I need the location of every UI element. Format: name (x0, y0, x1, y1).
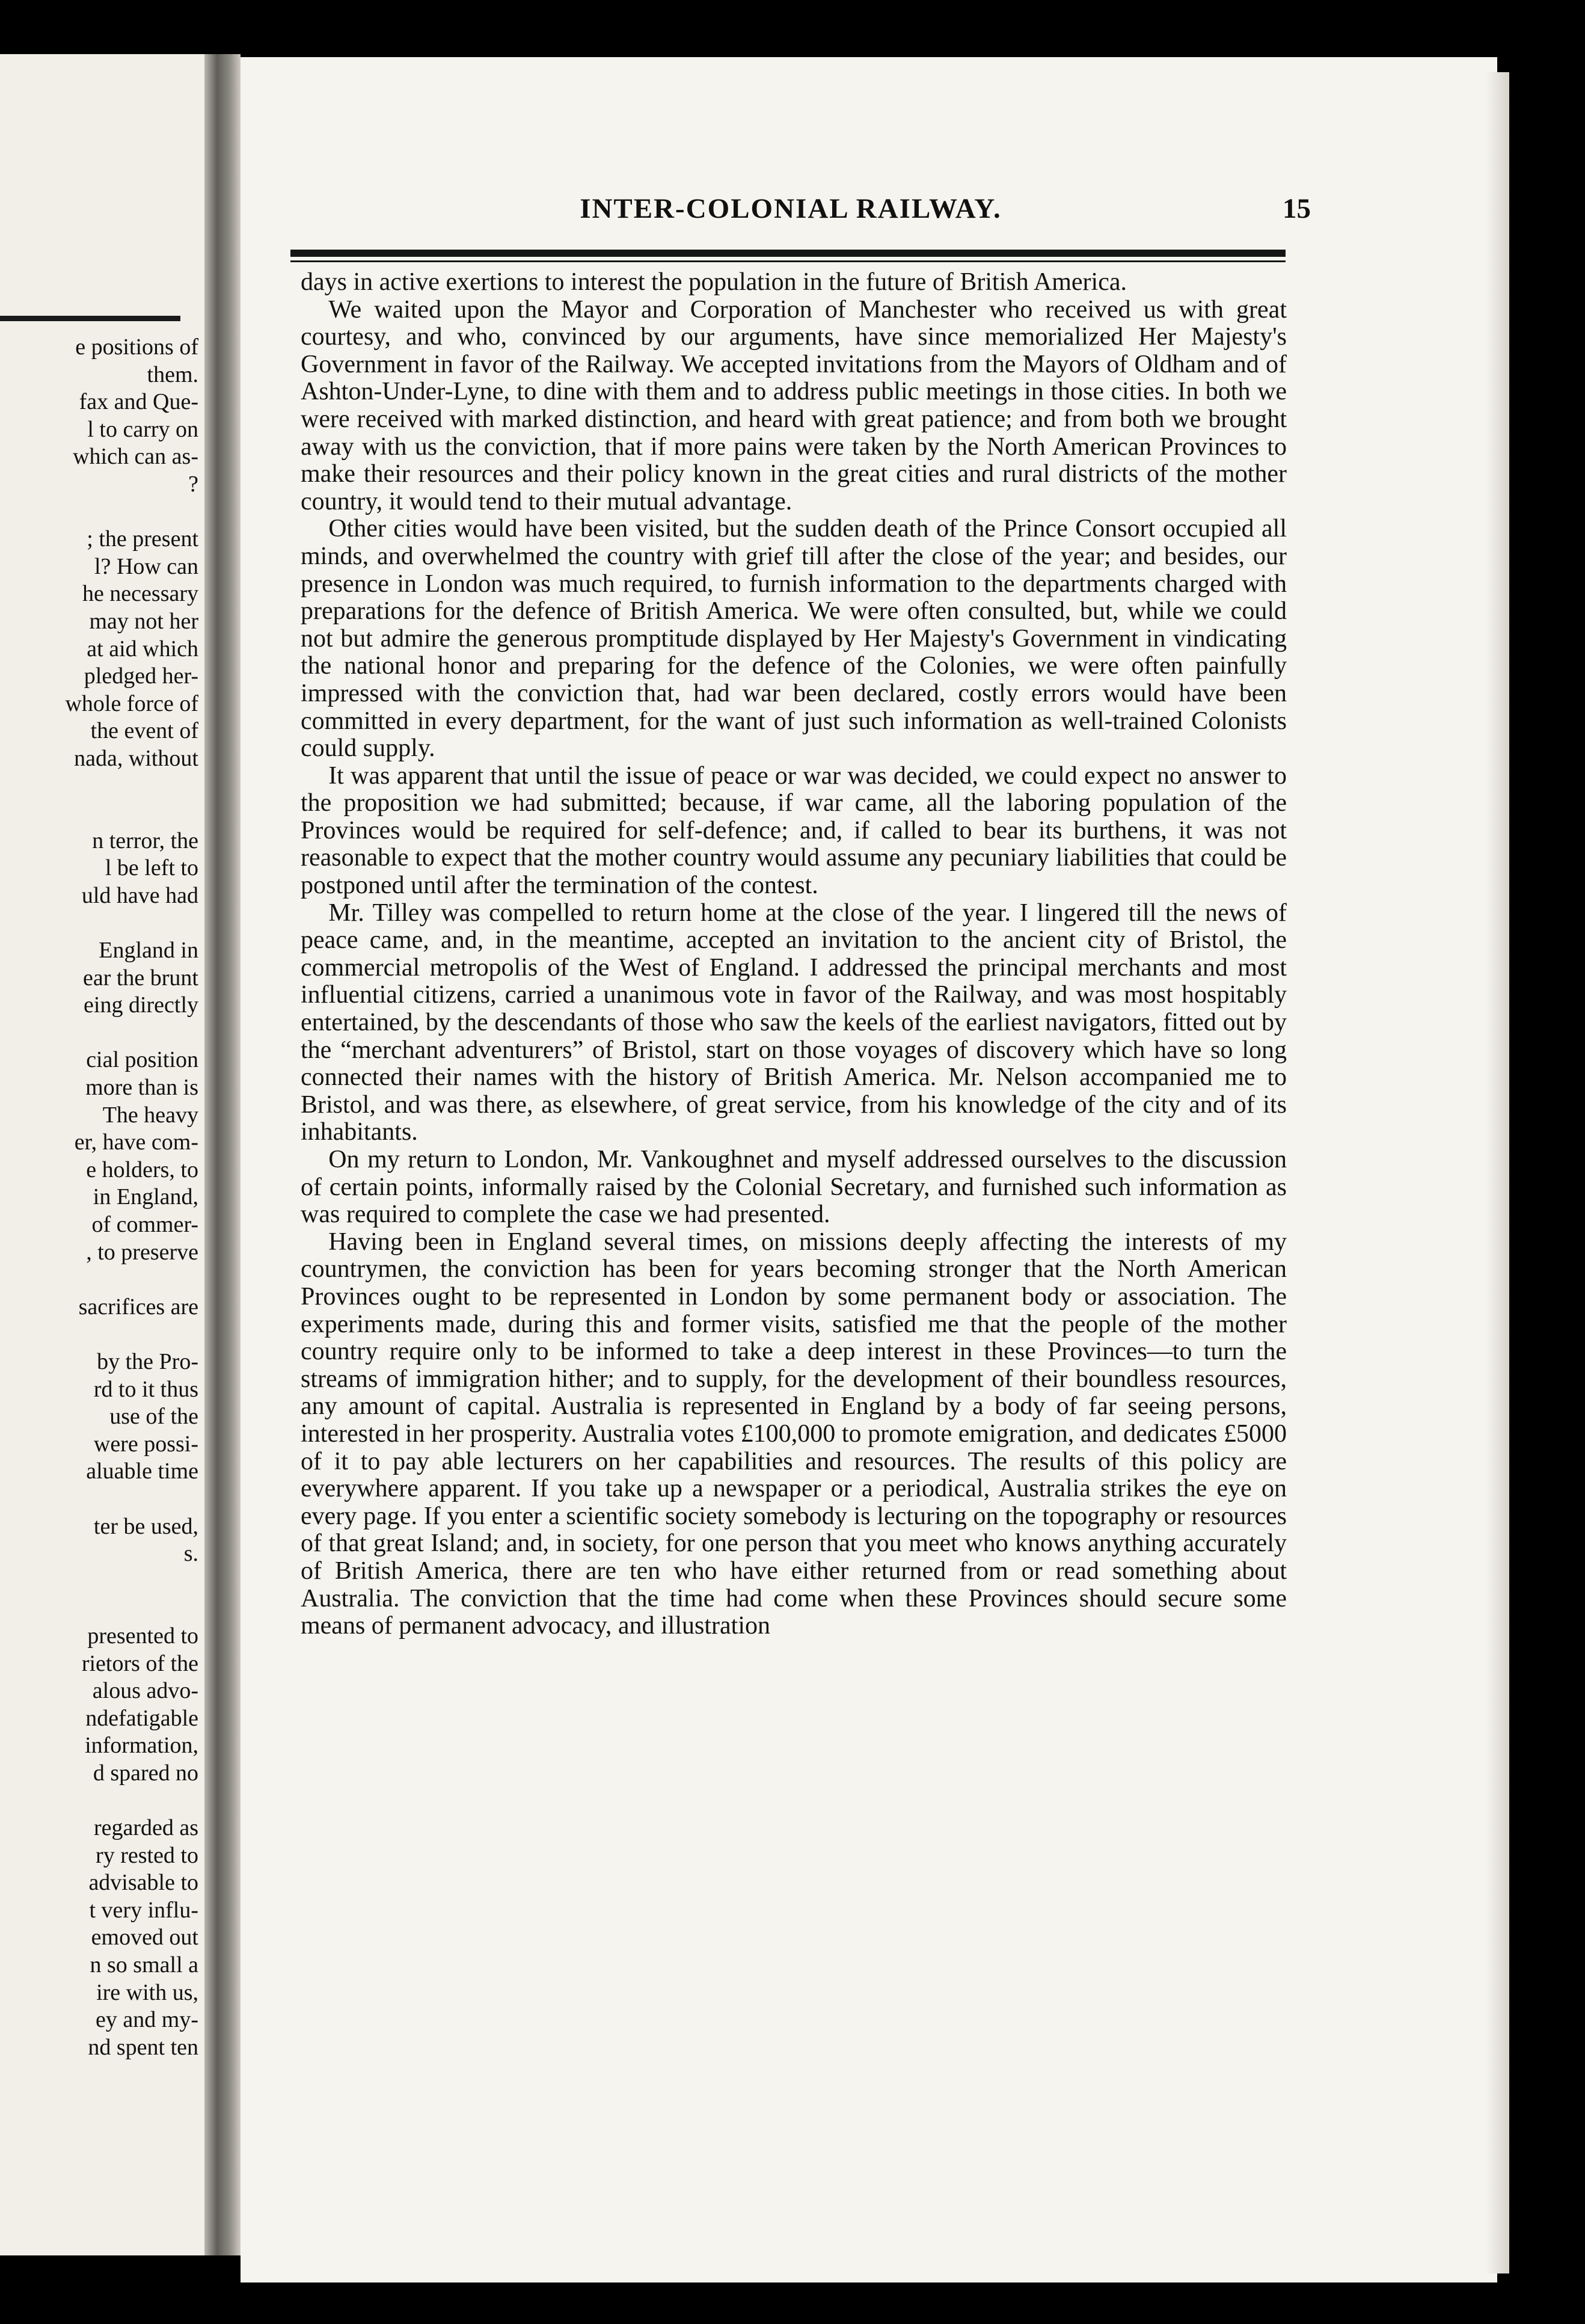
previous-page-line: uld have had (81, 882, 198, 908)
paragraph: Having been in England several times, on missions deeply affecting the interests of my countrymen, the conviction has been for years becoming stronger that the North American Provinces ought to be represented in London by some permanent body or association. The experiments made, during this and former visits, satisfied me that the people of the mother country require only to be informed to take a deep interest in these Provinces—to turn the streams of immigration hither; and to supply, for the development of their boundless resources, any amount of capital. Australia is represented in England by a body of far seeing persons, interested in her prosperity. Australia votes £100,000 to promote emigration, and dedicates £5000 of it to pay able lecturers on her capabilities and resources. The results of this policy are everywhere apparent. If you take up a newspaper or a periodical, Australia strikes the eye on every page. If you enter a scientific society somebody is lecturing on the topography or resources of that great Island; and, in society, for one person that you meet who knows anything accurately of British America, there are ten who have either returned from or read something about Australia. The conviction that the time had come when these Provinces should secure some means of permanent advocacy, and illustration (301, 1228, 1287, 1640)
previous-page-line: sacrifices are (78, 1294, 198, 1320)
previous-page-line: ? (188, 471, 198, 497)
previous-page-line: d spared no (93, 1760, 198, 1786)
previous-page-line: ry rested to (96, 1842, 198, 1868)
paragraph: days in active exertions to interest the population in the future of British America. (301, 268, 1127, 296)
previous-page-line (0, 1595, 198, 1623)
previous-page-line: t very influ- (89, 1897, 198, 1923)
previous-page-rule (0, 316, 180, 321)
previous-page-line: n terror, the (92, 828, 198, 853)
previous-page-line (0, 1787, 198, 1815)
page-number: 15 (1283, 193, 1311, 224)
previous-page-line: ter be used, (93, 1513, 198, 1539)
book-gutter (204, 54, 241, 2255)
previous-page-line: by the Pro- (97, 1348, 198, 1374)
previous-page-line: ire with us, (96, 1979, 198, 2005)
previous-page-line: ey and my- (96, 2007, 198, 2033)
previous-page-line: aluable time (86, 1459, 198, 1484)
header-thick-rule (290, 250, 1286, 257)
previous-page-line: rietors of the (81, 1650, 198, 1676)
previous-page-line: whole force of (65, 690, 198, 716)
previous-page-line: fax and Que- (79, 389, 198, 415)
previous-page-line: of commer- (91, 1212, 198, 1237)
paragraph: Mr. Tilley was compelled to return home at the close of the year. I lingered till the news of peace came, and, in the meantime, accepted an invitation to the ancient city of Bristol, the commercial metropolis of the West of England. I addressed the principal merchants and most influential citizens, carried a unanimous vote in favor of the Railway, and was most hospitably entertained, by the descendants of those who saw the keels of the earliest navigators, fitted out by the “merchant adventurers” of Bristol, start on those voyages of discovery which have so long connected their names with the history of British America. Mr. Nelson accompanied me to Bristol, and was there, as elsewhere, of great service, from his knowledge of the city and of its inhabitants. (301, 899, 1287, 1146)
previous-page-line: the event of (90, 718, 198, 744)
previous-page-line (0, 1266, 198, 1294)
previous-page-line (0, 909, 198, 937)
previous-page-line (0, 499, 198, 526)
previous-page-text (0, 334, 198, 2061)
paragraph: On my return to London, Mr. Vankoughnet and myself addressed ourselves to the discussion of certain points, informally raised by the Colonial Secretary, and furnished such information as was required to complete the case we had presented. (301, 1146, 1287, 1229)
previous-page-line: l be left to (105, 855, 198, 881)
previous-page-line: regarded as (93, 1815, 198, 1841)
previous-page-line: advisable to (88, 1870, 198, 1896)
previous-page-line: which can as- (73, 444, 198, 470)
previous-page-line: rd to it thus (93, 1376, 198, 1402)
previous-page-line: n so small a (90, 1952, 198, 1978)
previous-page-line: presented to (87, 1623, 198, 1649)
body-text (301, 269, 1287, 1640)
previous-page-line: alous advo- (92, 1678, 198, 1704)
running-head (295, 192, 1311, 235)
previous-page-line: in England, (93, 1184, 198, 1210)
previous-page-line: may not her (89, 608, 198, 634)
previous-page-fragment (0, 54, 204, 2255)
previous-page-line: at aid which (87, 636, 198, 662)
previous-page-line: were possi- (93, 1431, 198, 1457)
previous-page-line: nd spent ten (88, 2034, 198, 2060)
previous-page-line: l? How can (94, 553, 198, 579)
previous-page-line: pledged her- (84, 663, 198, 689)
previous-page-line: information, (85, 1733, 198, 1759)
running-title: INTER-COLONIAL RAILWAY. (580, 193, 1002, 224)
previous-page-line: , to preserve (86, 1239, 198, 1265)
previous-page-line: s. (183, 1541, 198, 1567)
previous-page-line: emoved out (91, 1925, 198, 1950)
previous-page-line: l to carry on (87, 416, 198, 442)
previous-page-line (0, 1019, 198, 1047)
previous-page-line: e positions of (75, 334, 198, 360)
previous-page-line (0, 1321, 198, 1348)
paragraph: It was apparent that until the issue of peace or war was decided, we could expect no answer to the proposition we had submitted; because, if war came, all the laboring population of the Provinces would be required for self-defence; and, if called to bear its burthens, it was not reasonable to expect that the mother country would assume any pecuniary liabilities that could be postponed until after the termination of the contest. (301, 761, 1287, 900)
previous-page-line: nada, without (74, 745, 198, 771)
previous-page-line: England in (99, 938, 198, 964)
paragraph: We waited upon the Mayor and Corporation of Manchester who received us with great courtesy, and who, convinced by our arguments, have since memorialized Her Majesty's Government in favor of the Railway. We accepted invitations from the Mayors of Oldham and of Ashton-Under-Lyne, to dine with them and to address public meetings in those cities. In both we were received with marked distinction, and heard with great patience; and from both we brought away with us the conviction, that if more pains were taken by the North American Provinces to make their resources and their policy known in the great cities and rural districts of the mother country, it would tend to their mutual advantage. (301, 295, 1287, 515)
previous-page-line: more than is (85, 1075, 198, 1101)
previous-page-line: use of the (109, 1404, 198, 1430)
previous-page-line: ; the present (87, 526, 198, 552)
previous-page-line (0, 773, 198, 801)
header-thin-rule (290, 260, 1286, 262)
previous-page-line: them. (147, 361, 198, 387)
previous-page-line: er, have com- (74, 1130, 198, 1155)
page-edge (1485, 72, 1509, 2273)
book-page (241, 57, 1497, 2282)
previous-page-line: eing directly (84, 992, 198, 1018)
previous-page-line: he necessary (82, 581, 198, 607)
previous-page-line: The heavy (102, 1102, 198, 1128)
paragraph: Other cities would have been visited, but the sudden death of the Prince Consort occupied all minds, and overwhelmed the country with grief till after the close of the year; and besides, our presence in London was much required, to furnish information to the departments charged with preparations for the defence of British America. We were often consulted, but, while we could not but admire the generous promptitude displayed by Her Majesty's Government in vindicating the national honor and preparing for the defence of the Colonies, we were often painfully impressed with the conviction that, had war been declared, costly errors would have been committed in every department, for the want of just such information as well-trained Colonists could supply. (301, 515, 1287, 763)
previous-page-line (0, 1486, 198, 1513)
previous-page-line (0, 800, 198, 828)
previous-page-line: e holders, to (86, 1157, 198, 1182)
previous-page-line: ear the brunt (82, 965, 198, 991)
previous-page-line: ndefatigable (85, 1705, 198, 1731)
previous-page-line: cial position (86, 1047, 198, 1073)
previous-page-line (0, 1568, 198, 1596)
